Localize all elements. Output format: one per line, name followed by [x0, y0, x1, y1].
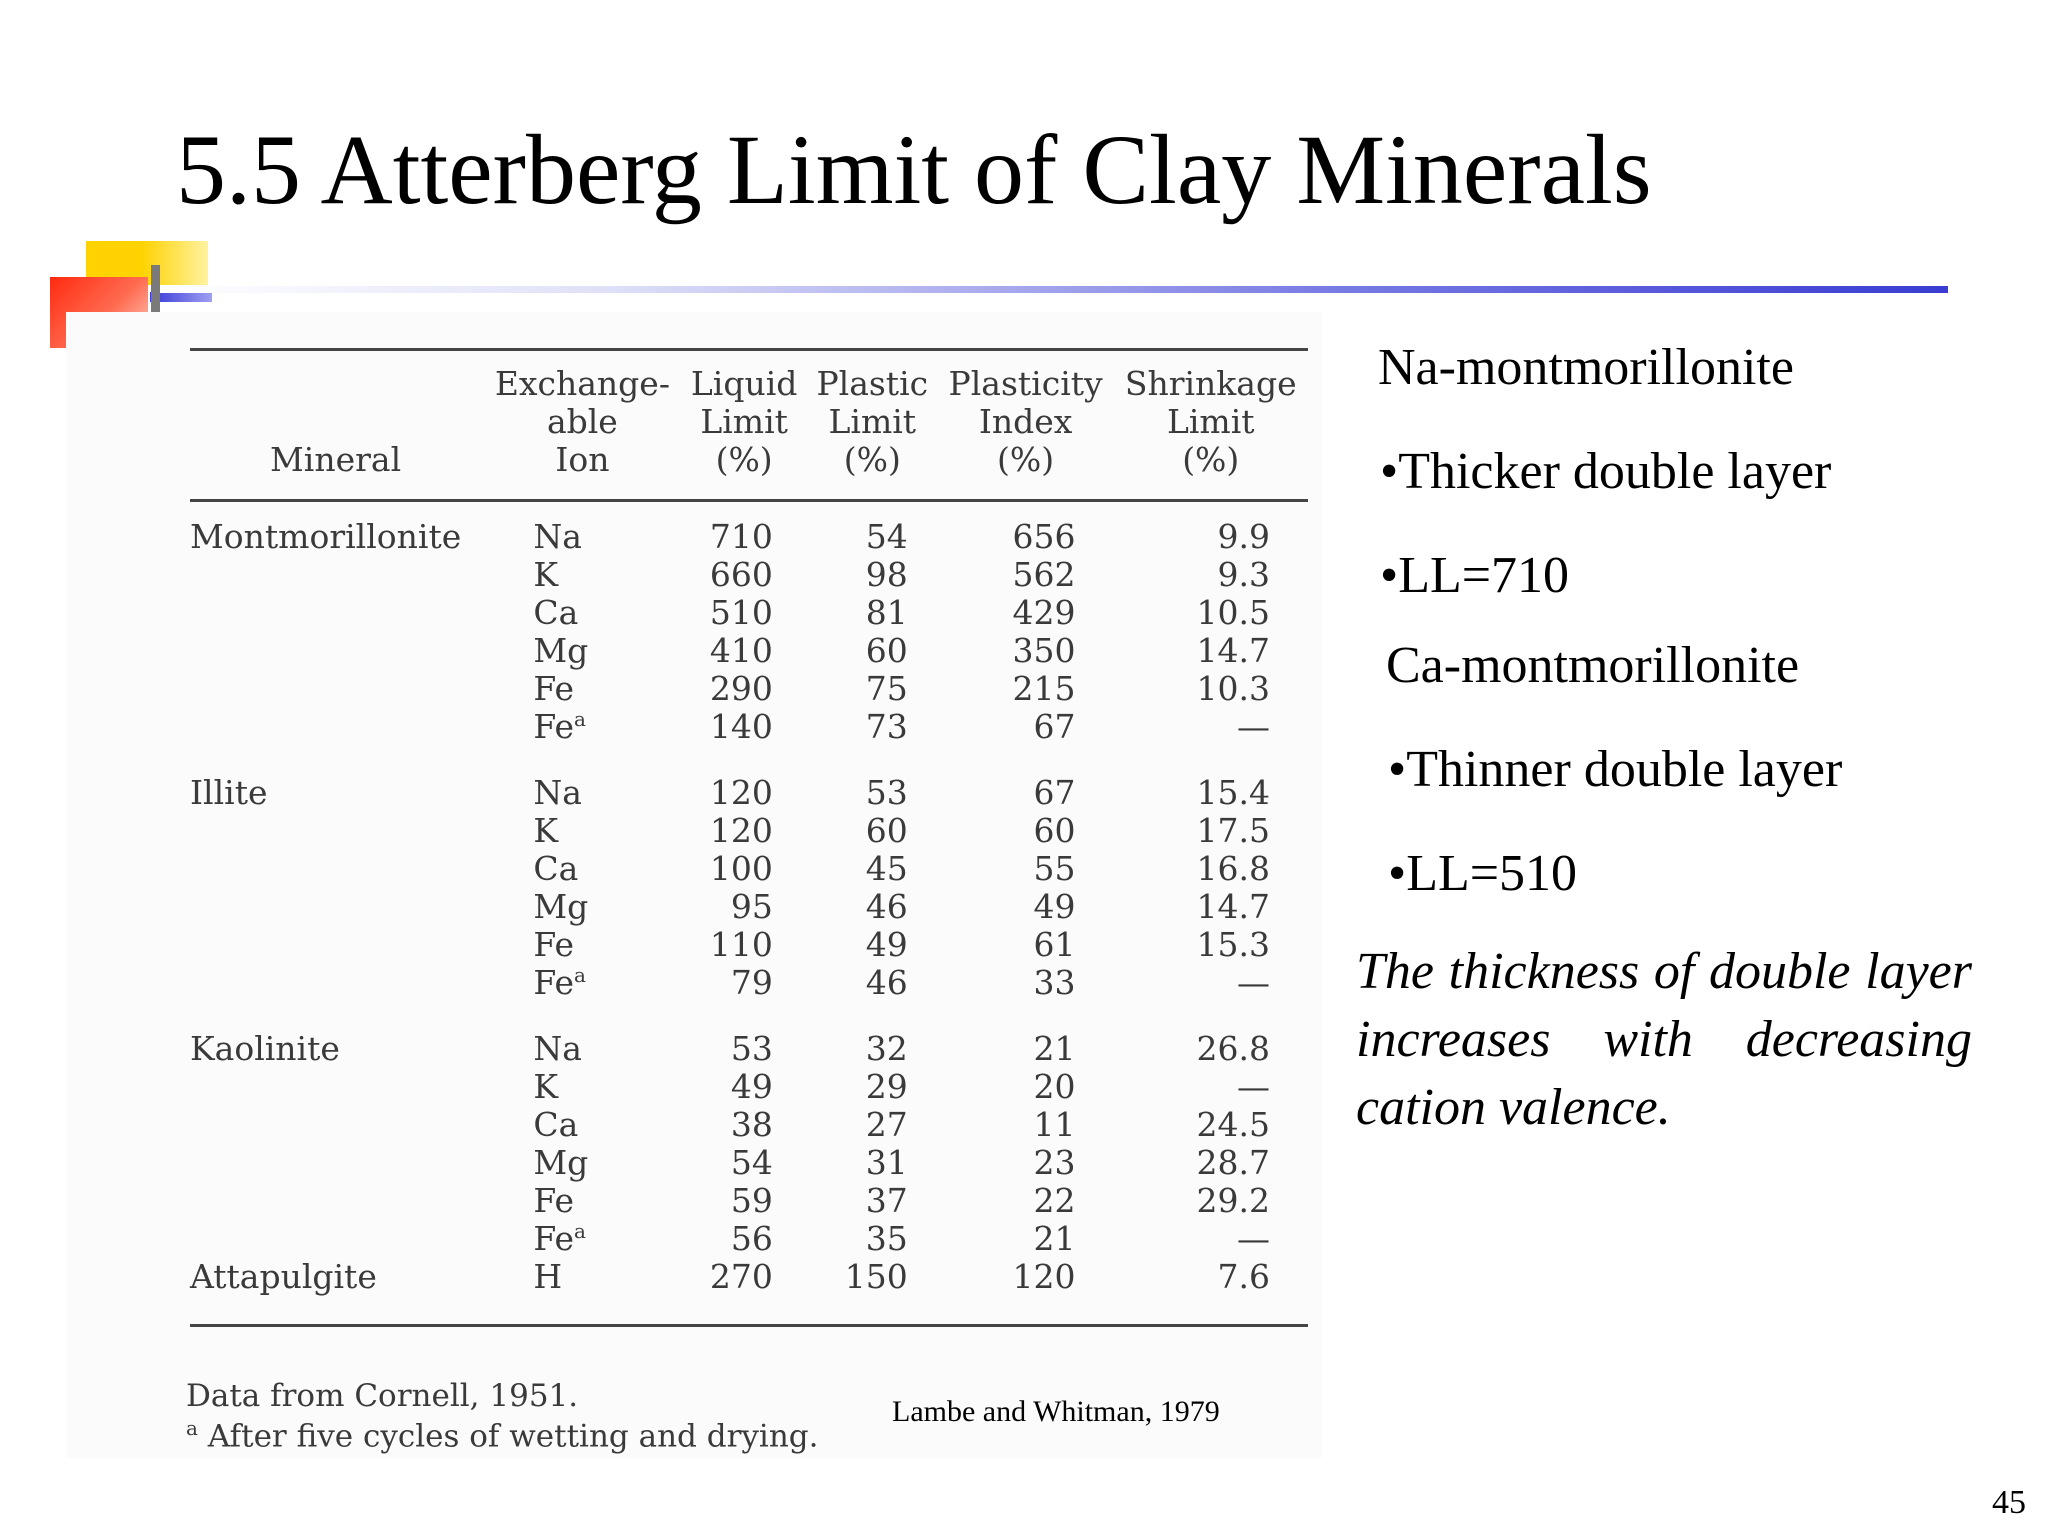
header-ion-line: Exchange-: [494, 364, 670, 403]
table-row: [190, 746, 1308, 812]
plasticity-index-cell: [938, 812, 1114, 850]
shrinkage-limit-cell: [1113, 812, 1308, 850]
plastic-limit-cell-text: 31: [865, 1143, 908, 1182]
shrinkage-limit-cell: [1113, 746, 1308, 812]
plasticity-index-cell-text: 11: [1033, 1105, 1076, 1144]
title-underline: [160, 286, 1948, 293]
plasticity-index-cell: [938, 964, 1114, 1002]
plastic-limit-cell-text: 98: [865, 555, 908, 594]
mineral-cell: [190, 1106, 483, 1144]
header-sl-line: Limit: [1166, 402, 1255, 441]
shrinkage-limit-cell-text: 28.7: [1196, 1143, 1270, 1182]
header-shrinkage-limit: [1113, 350, 1308, 501]
plastic-limit-cell: [807, 1002, 938, 1068]
ornament-yellow-square: [86, 241, 208, 285]
ion-cell-text: Fe: [533, 963, 574, 1002]
shrinkage-limit-cell: [1113, 594, 1308, 632]
plasticity-index-cell: [938, 1144, 1114, 1182]
plastic-limit-cell: [807, 926, 938, 964]
atterberg-limits-table: [190, 348, 1308, 1327]
plasticity-index-cell: [938, 501, 1114, 557]
table-row: [190, 594, 1308, 632]
liquid-limit-cell-text: 110: [709, 925, 773, 964]
liquid-limit-cell-text: 290: [709, 669, 773, 708]
header-ll-line: Liquid: [690, 364, 798, 403]
shrinkage-limit-cell-text: 9.9: [1217, 517, 1270, 556]
liquid-limit-cell-text: 56: [730, 1219, 773, 1258]
mineral-cell: [190, 926, 483, 964]
header-plasticity-index: [938, 350, 1114, 501]
plasticity-index-cell-text: 656: [1012, 517, 1076, 556]
ion-cell-text: Na: [533, 517, 582, 556]
liquid-limit-cell: [681, 850, 806, 888]
header-ion-line: Ion: [555, 440, 610, 479]
mineral-cell: [190, 708, 483, 746]
table-row: [190, 926, 1308, 964]
shrinkage-limit-cell-text: 7.6: [1217, 1257, 1270, 1296]
ion-cell-text: Fe: [533, 707, 574, 746]
shrinkage-limit-cell-text: 24.5: [1196, 1105, 1270, 1144]
plastic-limit-cell: [807, 1144, 938, 1182]
ion-cell-text: Ca: [533, 849, 579, 888]
footnote-marker-sup: a: [574, 963, 586, 987]
ion-cell: [483, 708, 681, 746]
liquid-limit-cell: [681, 1106, 806, 1144]
liquid-limit-cell-text: 59: [730, 1181, 773, 1220]
plasticity-index-cell: [938, 926, 1114, 964]
citation: Lambe and Whitman, 1979: [892, 1395, 1220, 1428]
mineral-cell: [190, 632, 483, 670]
shrinkage-limit-cell-text: —: [1237, 1219, 1270, 1258]
ion-cell-text: Fe: [533, 925, 574, 964]
shrinkage-limit-cell: [1113, 1002, 1308, 1068]
plastic-limit-cell-text: 27: [865, 1105, 908, 1144]
ion-cell-text: Mg: [533, 631, 589, 670]
ion-cell-text: Mg: [533, 1143, 589, 1182]
shrinkage-limit-cell-text: —: [1237, 1067, 1270, 1106]
plastic-limit-cell-text: 54: [865, 517, 908, 556]
liquid-limit-cell-text: 79: [730, 963, 773, 1002]
table-row: [190, 632, 1308, 670]
table-row: [190, 708, 1308, 746]
table-row: [190, 1220, 1308, 1258]
footnote-marker-sup: a: [574, 707, 586, 731]
table-row: [190, 501, 1308, 557]
ion-cell: [483, 926, 681, 964]
header-pl-line: Limit: [828, 402, 917, 441]
table-row: [190, 964, 1308, 1002]
ion-cell-text: Ca: [533, 1105, 579, 1144]
plastic-limit-cell: [807, 812, 938, 850]
header-sl-line: Shrinkage: [1124, 364, 1297, 403]
footnote-marker-sup: a: [574, 1219, 586, 1243]
plasticity-index-cell-text: 67: [1033, 773, 1076, 812]
ion-cell: [483, 1258, 681, 1326]
table-row: [190, 1106, 1308, 1144]
plasticity-index-cell: [938, 1258, 1114, 1326]
conclusion-paragraph: The thickness of double layer increases with decreasing cation valence.: [1356, 943, 1972, 1136]
liquid-limit-cell-text: 510: [709, 593, 773, 632]
plastic-limit-cell: [807, 850, 938, 888]
mineral-cell: [190, 964, 483, 1002]
plastic-limit-cell: [807, 1106, 938, 1144]
plasticity-index-cell-text: 562: [1012, 555, 1076, 594]
plasticity-index-cell: [938, 746, 1114, 812]
header-mineral: Mineral: [270, 440, 402, 479]
plastic-limit-cell-text: 53: [865, 773, 908, 812]
liquid-limit-cell-text: 710: [709, 517, 773, 556]
footnote: [186, 1416, 819, 1454]
shrinkage-limit-cell: [1113, 708, 1308, 746]
ion-cell: [483, 670, 681, 708]
plasticity-index-cell: [938, 708, 1114, 746]
table-header-row: [190, 350, 1308, 501]
plastic-limit-cell-text: 81: [865, 593, 908, 632]
ornament-blue-stub: [150, 292, 212, 302]
liquid-limit-cell-text: 270: [709, 1257, 773, 1296]
liquid-limit-cell: [681, 1144, 806, 1182]
plastic-limit-cell: [807, 501, 938, 557]
liquid-limit-cell: [681, 1002, 806, 1068]
plastic-limit-cell: [807, 556, 938, 594]
shrinkage-limit-cell-text: —: [1237, 963, 1270, 1002]
mineral-cell: [190, 888, 483, 926]
mineral-cell-text: Illite: [190, 773, 268, 812]
shrinkage-limit-cell: [1113, 850, 1308, 888]
ion-cell: [483, 632, 681, 670]
header-ion-line: able: [546, 402, 618, 441]
shrinkage-limit-cell: [1113, 1220, 1308, 1258]
liquid-limit-cell: [681, 1258, 806, 1326]
mineral-cell: [190, 1144, 483, 1182]
liquid-limit-cell-text: 53: [730, 1029, 773, 1068]
data-source-note: Data from Cornell, 1951.: [186, 1378, 579, 1414]
plastic-limit-cell: [807, 964, 938, 1002]
plastic-limit-cell: [807, 632, 938, 670]
shrinkage-limit-cell: [1113, 1106, 1308, 1144]
plastic-limit-cell-text: 60: [865, 811, 908, 850]
mineral-cell: [190, 501, 483, 557]
plasticity-index-cell: [938, 850, 1114, 888]
slide-title: 5.5 Atterberg Limit of Clay Minerals: [176, 114, 1652, 225]
ion-cell: [483, 594, 681, 632]
ion-cell-text: Fe: [533, 1181, 574, 1220]
shrinkage-limit-cell-text: —: [1237, 707, 1270, 746]
liquid-limit-cell: [681, 746, 806, 812]
liquid-limit-cell-text: 100: [709, 849, 773, 888]
plastic-limit-cell: [807, 670, 938, 708]
header-pi-line: (%): [997, 440, 1055, 479]
mineral-cell: [190, 1258, 483, 1326]
shrinkage-limit-cell-text: 14.7: [1196, 631, 1270, 670]
shrinkage-limit-cell: [1113, 501, 1308, 557]
plastic-limit-cell: [807, 708, 938, 746]
mineral-cell-text: Kaolinite: [190, 1029, 340, 1068]
shrinkage-limit-cell: [1113, 632, 1308, 670]
page-number: 45: [1992, 1484, 2026, 1521]
ion-cell-text: K: [533, 555, 559, 594]
liquid-limit-cell: [681, 632, 806, 670]
mineral-cell: [190, 812, 483, 850]
table-body: [190, 501, 1308, 1326]
mineral-cell: [190, 1002, 483, 1068]
liquid-limit-cell: [681, 926, 806, 964]
liquid-limit-cell-text: 95: [730, 887, 773, 926]
plastic-limit-cell-text: 46: [865, 963, 908, 1002]
footnote-text: After five cycles of wetting and drying.: [207, 1418, 819, 1455]
header-pl-line: (%): [843, 440, 901, 479]
liquid-limit-cell: [681, 670, 806, 708]
header-ll-line: (%): [715, 440, 773, 479]
plasticity-index-cell: [938, 632, 1114, 670]
liquid-limit-cell-text: 120: [709, 811, 773, 850]
liquid-limit-cell-text: 49: [730, 1067, 773, 1106]
mineral-cell: [190, 1182, 483, 1220]
plasticity-index-cell-text: 49: [1033, 887, 1076, 926]
liquid-limit-cell: [681, 556, 806, 594]
liquid-limit-cell-text: 38: [730, 1105, 773, 1144]
plasticity-index-cell-text: 120: [1012, 1257, 1076, 1296]
liquid-limit-cell-text: 54: [730, 1143, 773, 1182]
liquid-limit-cell-text: 660: [709, 555, 773, 594]
table-row: [190, 1002, 1308, 1068]
na-bullet-double-layer: •Thicker double layer: [1380, 443, 1832, 500]
mineral-cell-text: Attapulgite: [190, 1257, 377, 1296]
ion-cell-text: K: [533, 1067, 559, 1106]
shrinkage-limit-cell: [1113, 888, 1308, 926]
table-row: [190, 1258, 1308, 1326]
header-pi-line: Plasticity: [948, 364, 1103, 403]
liquid-limit-cell: [681, 708, 806, 746]
plastic-limit-cell-text: 75: [865, 669, 908, 708]
shrinkage-limit-cell: [1113, 556, 1308, 594]
shrinkage-limit-cell-text: 17.5: [1196, 811, 1270, 850]
ion-cell: [483, 1220, 681, 1258]
liquid-limit-cell-text: 410: [709, 631, 773, 670]
ion-cell-text: Ca: [533, 593, 579, 632]
ion-cell: [483, 1068, 681, 1106]
shrinkage-limit-cell: [1113, 964, 1308, 1002]
table-row: [190, 1144, 1308, 1182]
table-row: [190, 888, 1308, 926]
ca-bullet-double-layer: •Thinner double layer: [1388, 741, 1843, 798]
plastic-limit-cell-text: 32: [865, 1029, 908, 1068]
plasticity-index-cell-text: 22: [1033, 1181, 1076, 1220]
plasticity-index-cell-text: 429: [1012, 593, 1076, 632]
table-row: [190, 1068, 1308, 1106]
header-pi-line: Index: [978, 402, 1073, 441]
plasticity-index-cell: [938, 1220, 1114, 1258]
plastic-limit-cell-text: 45: [865, 849, 908, 888]
liquid-limit-cell: [681, 501, 806, 557]
mineral-cell: [190, 594, 483, 632]
plasticity-index-cell-text: 21: [1033, 1219, 1076, 1258]
mineral-cell: [190, 556, 483, 594]
plasticity-index-cell: [938, 1106, 1114, 1144]
plasticity-index-cell: [938, 556, 1114, 594]
ion-cell: [483, 1106, 681, 1144]
ion-cell: [483, 1182, 681, 1220]
plasticity-index-cell-text: 215: [1012, 669, 1076, 708]
header-liquid-limit: [681, 350, 806, 501]
plastic-limit-cell: [807, 1068, 938, 1106]
mineral-cell: [190, 746, 483, 812]
plasticity-index-cell: [938, 1068, 1114, 1106]
plasticity-index-cell-text: 61: [1033, 925, 1076, 964]
plasticity-index-cell-text: 21: [1033, 1029, 1076, 1068]
ion-cell: [483, 850, 681, 888]
shrinkage-limit-cell-text: 29.2: [1196, 1181, 1270, 1220]
table-row: [190, 1182, 1308, 1220]
plastic-limit-cell: [807, 1182, 938, 1220]
shrinkage-limit-cell-text: 15.4: [1196, 773, 1270, 812]
ion-cell-text: K: [533, 811, 559, 850]
plasticity-index-cell: [938, 888, 1114, 926]
header-ll-line: Limit: [700, 402, 788, 441]
table-row: [190, 850, 1308, 888]
plastic-limit-cell-text: 29: [865, 1067, 908, 1106]
liquid-limit-cell: [681, 1220, 806, 1258]
liquid-limit-cell: [681, 812, 806, 850]
plasticity-index-cell: [938, 670, 1114, 708]
ion-cell: [483, 501, 681, 557]
plastic-limit-cell: [807, 746, 938, 812]
plastic-limit-cell: [807, 1258, 938, 1326]
footnote-marker: a: [186, 1416, 198, 1440]
plastic-limit-cell-text: 49: [865, 925, 908, 964]
plasticity-index-cell: [938, 594, 1114, 632]
liquid-limit-cell: [681, 888, 806, 926]
ion-cell-text: Fe: [533, 669, 574, 708]
shrinkage-limit-cell-text: 14.7: [1196, 887, 1270, 926]
mineral-cell: [190, 1220, 483, 1258]
ion-cell-text: Na: [533, 773, 582, 812]
ion-cell: [483, 746, 681, 812]
plastic-limit-cell-text: 60: [865, 631, 908, 670]
plastic-limit-cell-text: 35: [865, 1219, 908, 1258]
ion-cell-text: H: [533, 1257, 563, 1296]
shrinkage-limit-cell: [1113, 1258, 1308, 1326]
shrinkage-limit-cell-text: 9.3: [1217, 555, 1270, 594]
ion-cell: [483, 812, 681, 850]
shrinkage-limit-cell: [1113, 1068, 1308, 1106]
ion-cell-text: Mg: [533, 887, 589, 926]
liquid-limit-cell: [681, 1068, 806, 1106]
ion-cell: [483, 964, 681, 1002]
ca-montmorillonite-heading: Ca-montmorillonite: [1386, 637, 1800, 694]
shrinkage-limit-cell: [1113, 670, 1308, 708]
header-pl-line: Plastic: [816, 364, 929, 403]
plastic-limit-cell-text: 46: [865, 887, 908, 926]
plasticity-index-cell-text: 55: [1033, 849, 1076, 888]
na-montmorillonite-heading: Na-montmorillonite: [1378, 339, 1794, 396]
mineral-cell: [190, 850, 483, 888]
liquid-limit-cell-text: 120: [709, 773, 773, 812]
ion-cell: [483, 888, 681, 926]
ion-cell: [483, 1002, 681, 1068]
plasticity-index-cell-text: 23: [1033, 1143, 1076, 1182]
header-ion: [483, 350, 681, 501]
plasticity-index-cell-text: 33: [1033, 963, 1076, 1002]
table-row: [190, 556, 1308, 594]
table-row: [190, 812, 1308, 850]
ion-cell-text: Na: [533, 1029, 582, 1068]
mineral-cell: [190, 670, 483, 708]
shrinkage-limit-cell-text: 26.8: [1196, 1029, 1270, 1068]
plastic-limit-cell: [807, 1220, 938, 1258]
plasticity-index-cell: [938, 1002, 1114, 1068]
shrinkage-limit-cell-text: 16.8: [1196, 849, 1270, 888]
shrinkage-limit-cell-text: 10.5: [1196, 593, 1270, 632]
mineral-cell: [190, 1068, 483, 1106]
plasticity-index-cell-text: 350: [1012, 631, 1076, 670]
liquid-limit-cell: [681, 1182, 806, 1220]
ion-cell: [483, 1144, 681, 1182]
plastic-limit-cell: [807, 888, 938, 926]
liquid-limit-cell-text: 140: [709, 707, 773, 746]
plasticity-index-cell-text: 67: [1033, 707, 1076, 746]
shrinkage-limit-cell-text: 15.3: [1196, 925, 1270, 964]
ca-bullet-ll: •LL=510: [1388, 845, 1578, 902]
shrinkage-limit-cell-text: 10.3: [1196, 669, 1270, 708]
shrinkage-limit-cell: [1113, 1182, 1308, 1220]
plastic-limit-cell-text: 37: [865, 1181, 908, 1220]
plastic-limit-cell-text: 73: [865, 707, 908, 746]
shrinkage-limit-cell: [1113, 1144, 1308, 1182]
plastic-limit-cell-text: 150: [844, 1257, 908, 1296]
header-sl-line: (%): [1182, 440, 1240, 479]
na-bullet-ll: •LL=710: [1380, 547, 1570, 604]
header-plastic-limit: [807, 350, 938, 501]
liquid-limit-cell: [681, 594, 806, 632]
plasticity-index-cell-text: 20: [1033, 1067, 1076, 1106]
plastic-limit-cell: [807, 594, 938, 632]
liquid-limit-cell: [681, 964, 806, 1002]
mineral-cell-text: Montmorillonite: [190, 517, 462, 556]
plasticity-index-cell-text: 60: [1033, 811, 1076, 850]
shrinkage-limit-cell: [1113, 926, 1308, 964]
table-row: [190, 670, 1308, 708]
ion-cell: [483, 556, 681, 594]
plasticity-index-cell: [938, 1182, 1114, 1220]
ion-cell-text: Fe: [533, 1219, 574, 1258]
